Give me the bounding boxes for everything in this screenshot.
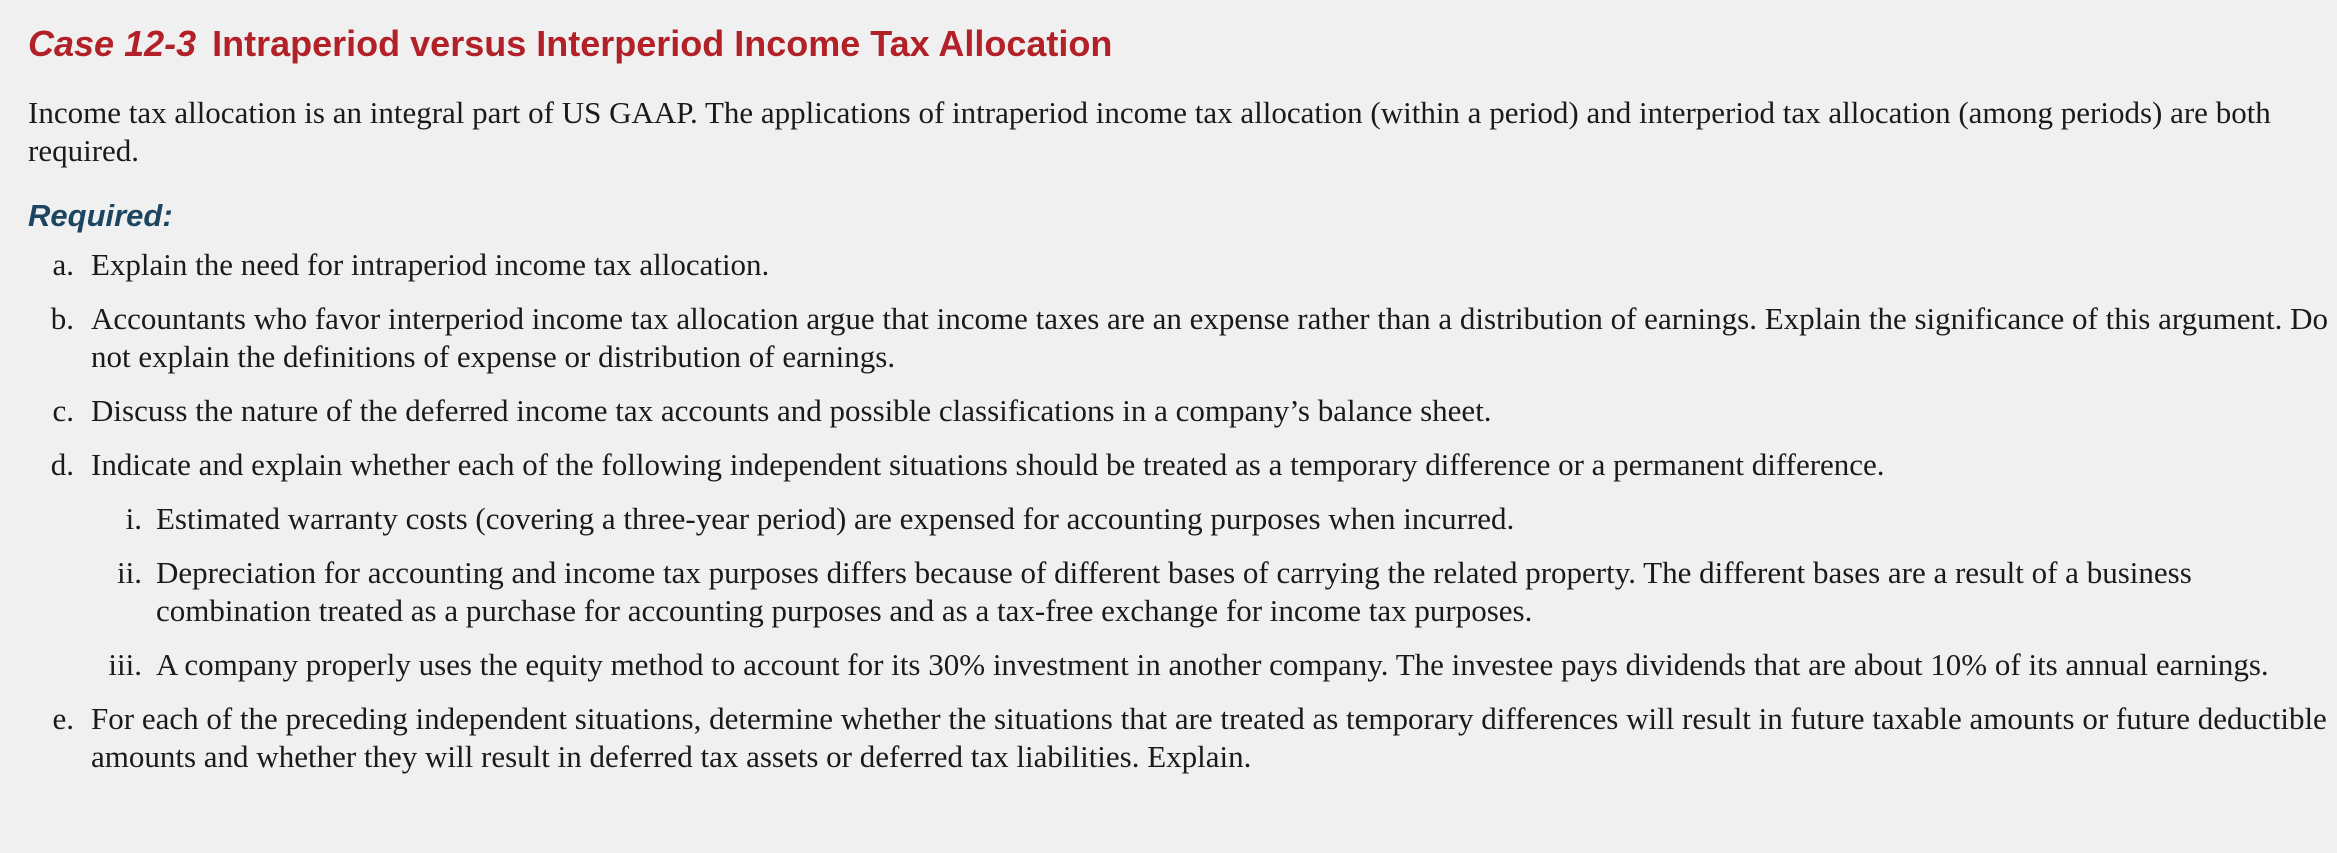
sublist-item-text: Estimated warranty costs (covering a three-year period) are expensed for accounting purposes when incurred. — [156, 501, 1515, 536]
list-item — [28, 392, 2328, 430]
list-item — [28, 446, 2328, 684]
list-item — [28, 300, 2328, 376]
case-document — [28, 18, 2328, 792]
list-marker: a. — [52, 247, 74, 282]
required-heading: Required: — [28, 198, 173, 233]
list-marker: c. — [52, 393, 74, 428]
list-item-text: Accountants who favor interperiod income tax allocation argue that income taxes are an expense rather than a distribution of earnings. Explain the significance of this argument. Do not explain the definitions of expense or distribution of earnings. — [91, 301, 2329, 374]
list-item-text: For each of the preceding independent situations, determine whether the situations that are treated as temporary differences will result in future taxable amounts or future deductible amounts and whether they will result in deferred tax assets or deferred tax liabilities. Explain. — [91, 701, 2327, 774]
sublist-marker: i. — [125, 501, 142, 536]
intro-paragraph: Income tax allocation is an integral part of US GAAP. The applications of intraperiod income tax allocation (within a period) and interperiod tax allocation (among periods) are both required. — [28, 95, 2271, 168]
case-title — [28, 18, 2328, 70]
sublist-item-text: Depreciation for accounting and income tax purposes differs because of different bases of carrying the related property. The different bases are a result of a business combination treated as a purchase for accounting purposes and as a tax-free exchange for income tax purposes. — [156, 555, 2192, 628]
sublist-item — [91, 646, 2328, 684]
list-item-text: Discuss the nature of the deferred income tax accounts and possible classifications in a company’s balance sheet. — [91, 393, 1492, 428]
sublist-marker: iii. — [108, 647, 142, 682]
sublist-item-text: A company properly uses the equity method to account for its 30% investment in another company. The investee pays dividends that are about 10% of its annual earnings. — [156, 647, 2269, 682]
list-marker: e. — [52, 701, 74, 736]
list-marker: d. — [50, 447, 74, 482]
situations-sublist — [91, 500, 2328, 684]
sublist-item — [91, 500, 2328, 538]
list-item-text: Explain the need for intraperiod income tax allocation. — [91, 247, 770, 282]
list-item-text: Indicate and explain whether each of the following independent situations should be treated as a temporary difference or a permanent difference. — [91, 447, 1885, 482]
requirements-list — [28, 246, 2328, 776]
list-item — [28, 700, 2328, 776]
list-item — [28, 246, 2328, 284]
sublist-item — [91, 554, 2328, 630]
list-marker: b. — [50, 301, 74, 336]
sublist-marker: ii. — [117, 555, 142, 590]
case-title-text: Intraperiod versus Interperiod Income Tax Allocation — [212, 23, 1113, 64]
case-number: Case 12-3 — [28, 23, 197, 64]
